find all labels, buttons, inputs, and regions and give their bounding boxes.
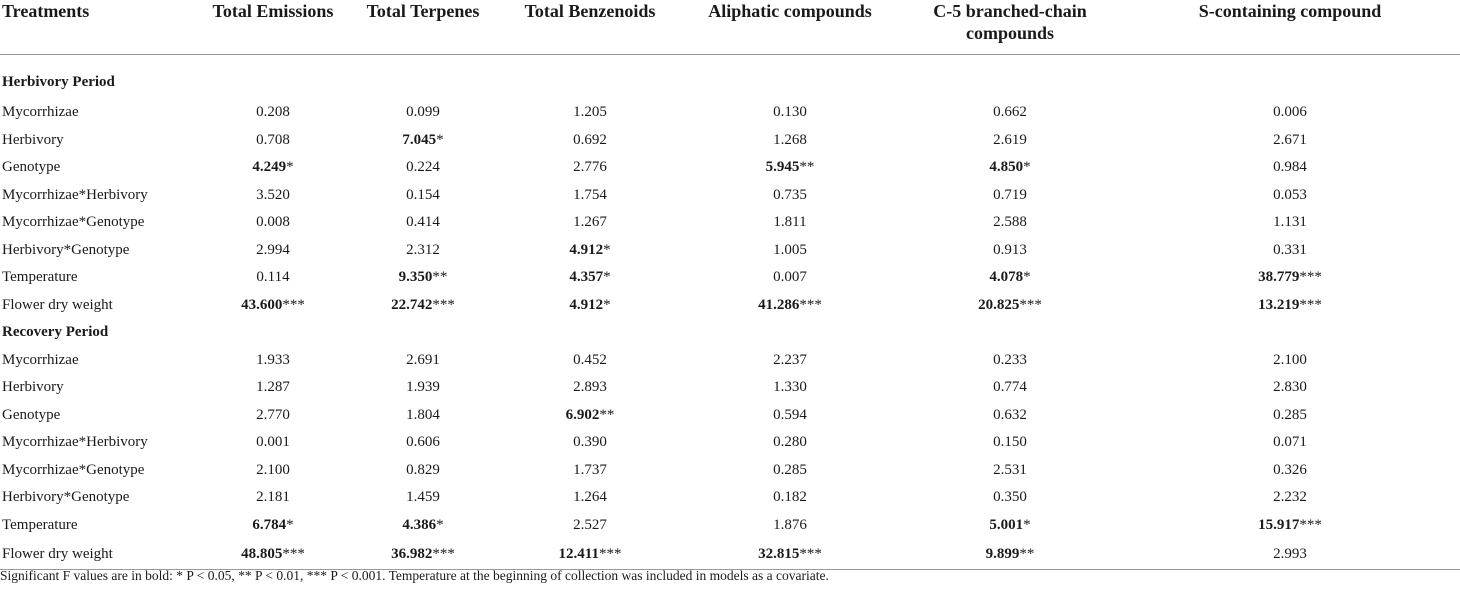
cell-value: 0.099 — [406, 104, 440, 121]
table-cell — [500, 347, 680, 375]
table-cell — [200, 154, 346, 182]
cell-value: 5.945 — [765, 159, 800, 176]
significance-marker: *** — [282, 545, 305, 562]
cell-value: 22.742 — [391, 296, 433, 313]
cell-value: 1.754 — [573, 186, 607, 203]
cell-value: 1.811 — [773, 214, 807, 231]
cell-value: 0.774 — [993, 379, 1027, 396]
significance-marker: *** — [598, 545, 622, 562]
cell-value: 1.330 — [773, 379, 807, 396]
cell-value: 5.001 — [989, 516, 1024, 533]
table-cell — [346, 347, 500, 375]
table-cell — [200, 374, 346, 402]
cell-value: 0.350 — [993, 489, 1027, 506]
cell-value: 2.181 — [256, 489, 290, 506]
cell-value: 0.708 — [256, 131, 290, 148]
cell-value: 2.994 — [256, 241, 290, 258]
cell-value: 0.913 — [993, 241, 1027, 258]
table-cell — [346, 154, 500, 182]
cell-value: 0.414 — [406, 214, 440, 231]
table-row — [0, 374, 1460, 402]
table-row — [0, 484, 1460, 512]
table-cell — [500, 99, 680, 127]
table-cell — [1120, 237, 1460, 265]
cell-value: 6.902 — [565, 406, 600, 423]
table-row — [0, 292, 1460, 320]
table-cell — [200, 457, 346, 485]
row-label: Flower dry weight — [0, 539, 200, 570]
cell-value: 0.606 — [406, 434, 440, 451]
section-title: Herbivory Period — [2, 73, 115, 90]
table-row — [0, 99, 1460, 127]
table-cell — [346, 182, 500, 210]
cell-value: 48.805 — [241, 545, 283, 562]
cell-value: 43.600 — [241, 296, 283, 313]
cell-value: 9.899 — [985, 545, 1020, 562]
cell-value: 36.982 — [391, 545, 433, 562]
significance-marker: * — [603, 269, 611, 286]
table-cell — [346, 374, 500, 402]
significance-marker: *** — [282, 296, 305, 313]
table-cell — [680, 429, 900, 457]
cell-value: 0.735 — [773, 186, 807, 203]
table-cell — [680, 264, 900, 292]
cell-value: 1.933 — [256, 351, 290, 368]
table-cell — [500, 209, 680, 237]
section-row — [0, 319, 1460, 347]
row-label: Mycorrhizae*Genotype — [2, 461, 145, 478]
table-cell — [900, 539, 1120, 570]
table-cell — [900, 347, 1120, 375]
table-cell — [900, 512, 1120, 540]
cell-value: 4.078 — [989, 269, 1024, 286]
row-label: Flower dry weight — [2, 296, 113, 313]
table-cell — [900, 182, 1120, 210]
cell-value: 2.619 — [993, 131, 1027, 148]
cell-value: 2.100 — [256, 461, 290, 478]
table-cell — [200, 539, 346, 570]
table-row — [0, 539, 1460, 570]
table-cell — [1120, 374, 1460, 402]
cell-value: 9.350 — [398, 269, 433, 286]
significance-marker: * — [436, 516, 444, 533]
table-row — [0, 347, 1460, 375]
cell-value: 2.770 — [256, 406, 290, 423]
cell-value: 1.005 — [773, 241, 807, 258]
table-cell — [900, 99, 1120, 127]
table-cell — [1120, 127, 1460, 155]
table-cell — [680, 292, 900, 320]
cell-value: 4.912 — [569, 241, 604, 258]
table-cell — [200, 512, 346, 540]
table-cell — [680, 402, 900, 430]
cell-value: 2.531 — [993, 461, 1027, 478]
significance-marker: *** — [1299, 516, 1322, 533]
cell-value: 0.280 — [773, 434, 807, 451]
table-cell — [346, 457, 500, 485]
table-cell — [346, 402, 500, 430]
table-cell — [1120, 512, 1460, 540]
table-cell — [500, 127, 680, 155]
cell-value: 0.331 — [1273, 241, 1307, 258]
table-body — [0, 55, 1460, 570]
table-cell — [200, 99, 346, 127]
cell-value: 0.326 — [1273, 461, 1307, 478]
cell-value: 2.100 — [1273, 351, 1307, 368]
cell-value: 0.001 — [256, 434, 290, 451]
cell-value: 4.850 — [989, 159, 1024, 176]
table-row — [0, 182, 1460, 210]
header-total-terpenes: Total Terpenes — [346, 0, 500, 55]
cell-value: 12.411 — [558, 545, 599, 562]
table-cell — [680, 237, 900, 265]
significance-marker: * — [1023, 516, 1031, 533]
significance-marker: *** — [1299, 269, 1322, 286]
table-cell — [500, 402, 680, 430]
table-cell — [346, 292, 500, 320]
row-label: Genotype — [2, 159, 61, 176]
cell-value: 0.390 — [573, 434, 607, 451]
cell-value: 4.912 — [569, 296, 604, 313]
table-cell — [346, 237, 500, 265]
cell-value: 2.232 — [1273, 489, 1307, 506]
row-label: Temperature — [2, 516, 78, 533]
cell-value: 0.224 — [406, 159, 440, 176]
header-total-emissions: Total Emissions — [200, 0, 346, 55]
table-footnote: Significant F values are in bold: * P < 0.05, ** P < 0.01, *** P < 0.001. Temperature at the beginning of collection was included in models as a covariate. — [0, 568, 829, 583]
row-label: Mycorrhizae*Herbivory — [2, 186, 148, 203]
cell-value: 15.917 — [1258, 516, 1300, 533]
cell-value: 2.312 — [406, 241, 440, 258]
significance-marker: *** — [799, 296, 822, 313]
cell-value: 13.219 — [1258, 296, 1300, 313]
cell-value: 0.053 — [1273, 186, 1307, 203]
cell-value: 0.208 — [256, 104, 290, 121]
table-cell — [1120, 154, 1460, 182]
table-row — [0, 429, 1460, 457]
table-cell — [1120, 429, 1460, 457]
row-label: Herbivory*Genotype — [2, 241, 130, 258]
table-cell — [1120, 347, 1460, 375]
table-header — [0, 0, 1460, 55]
cell-value: 3.520 — [256, 186, 290, 203]
table-cell — [346, 484, 500, 512]
table-row — [0, 512, 1460, 540]
significance-marker: *** — [799, 545, 822, 562]
significance-marker: * — [436, 131, 444, 148]
cell-value: 32.815 — [758, 545, 800, 562]
significance-marker: * — [286, 516, 294, 533]
cell-value: 2.527 — [573, 516, 607, 533]
cell-value: 1.876 — [773, 516, 807, 533]
row-label: Mycorrhizae — [2, 104, 79, 121]
table-cell — [900, 154, 1120, 182]
table-cell — [680, 347, 900, 375]
cell-value: 2.776 — [573, 159, 607, 176]
cell-value: 0.007 — [773, 269, 807, 286]
table-cell — [346, 127, 500, 155]
table-cell — [200, 484, 346, 512]
cell-value: 1.268 — [773, 131, 807, 148]
cell-value: 0.150 — [993, 434, 1027, 451]
significance-marker: *** — [432, 545, 455, 562]
significance-marker: * — [1023, 159, 1031, 176]
cell-value: 6.784 — [252, 516, 287, 533]
row-label: Herbivory — [2, 131, 64, 148]
row-label: Herbivory*Genotype — [2, 489, 130, 506]
header-treatments: Treatments — [0, 0, 200, 55]
table-cell — [346, 539, 500, 570]
cell-value: 4.249 — [252, 159, 287, 176]
cell-value: 1.804 — [406, 406, 440, 423]
table-cell — [346, 264, 500, 292]
cell-value: 0.594 — [773, 406, 807, 423]
table-cell — [500, 264, 680, 292]
table-cell — [1120, 457, 1460, 485]
table-cell — [900, 457, 1120, 485]
table-cell — [500, 374, 680, 402]
table-cell — [500, 154, 680, 182]
table-row — [0, 127, 1460, 155]
significance-marker: ** — [799, 159, 815, 176]
cell-value: 0.130 — [773, 104, 807, 121]
significance-marker: * — [603, 296, 611, 313]
table-cell — [200, 429, 346, 457]
cell-value: 1.267 — [573, 214, 607, 231]
table-cell — [680, 154, 900, 182]
cell-value: 2.893 — [573, 379, 607, 396]
table-cell — [900, 484, 1120, 512]
significance-marker: * — [1023, 269, 1031, 286]
row-label: Mycorrhizae*Genotype — [2, 214, 145, 231]
cell-value: 0.233 — [993, 351, 1027, 368]
table-row — [0, 402, 1460, 430]
table-cell — [200, 237, 346, 265]
cell-value: 2.671 — [1273, 131, 1307, 148]
cell-value: 0.006 — [1273, 104, 1307, 121]
table-cell — [680, 374, 900, 402]
cell-value: 0.182 — [773, 489, 807, 506]
table-cell — [680, 457, 900, 485]
cell-value: 0.452 — [573, 351, 607, 368]
table-cell — [1120, 402, 1460, 430]
header-total-benzenoids: Total Benzenoids — [500, 0, 680, 55]
table-cell — [900, 237, 1120, 265]
significance-marker: ** — [1019, 545, 1035, 562]
table-cell — [1120, 209, 1460, 237]
row-label: Genotype — [2, 406, 61, 423]
table-cell — [200, 209, 346, 237]
cell-value: 1.737 — [573, 461, 607, 478]
header-c5-branched-chain: C-5 branched-chain compounds — [900, 0, 1120, 55]
significance-marker: *** — [1299, 296, 1322, 313]
cell-value: 1.939 — [406, 379, 440, 396]
table-cell — [500, 457, 680, 485]
cell-value: 2.588 — [993, 214, 1027, 231]
table-row — [0, 209, 1460, 237]
table-cell — [200, 292, 346, 320]
significance-marker: ** — [432, 269, 448, 286]
table-cell — [900, 374, 1120, 402]
table-cell — [1120, 539, 1460, 570]
table-cell — [900, 292, 1120, 320]
table-cell — [900, 127, 1120, 155]
table-cell — [900, 264, 1120, 292]
table-cell — [680, 182, 900, 210]
significance-marker: *** — [1019, 296, 1042, 313]
cell-value: 0.114 — [256, 269, 290, 286]
table-row — [0, 154, 1460, 182]
table-cell — [1120, 264, 1460, 292]
table-cell — [200, 182, 346, 210]
significance-marker: *** — [432, 296, 455, 313]
table-cell — [500, 182, 680, 210]
table-cell — [200, 347, 346, 375]
row-label: Temperature — [2, 269, 78, 286]
cell-value: 2.830 — [1273, 379, 1307, 396]
table-cell — [346, 429, 500, 457]
section-row — [0, 55, 1460, 100]
header-s-containing: S-containing compound — [1120, 0, 1460, 55]
cell-value: 4.386 — [402, 516, 437, 533]
significance-marker: * — [286, 159, 294, 176]
cell-value: 41.286 — [758, 296, 800, 313]
significance-marker: * — [603, 241, 611, 258]
table-cell — [900, 429, 1120, 457]
cell-value: 7.045 — [402, 131, 437, 148]
cell-value: 0.285 — [773, 461, 807, 478]
table-cell — [346, 99, 500, 127]
header-row — [0, 0, 1460, 55]
row-label: Herbivory — [2, 379, 64, 396]
cell-value: 0.662 — [993, 104, 1027, 121]
cell-value: 2.691 — [406, 351, 440, 368]
cell-value: 0.008 — [256, 214, 290, 231]
cell-value: 38.779 — [1258, 269, 1300, 286]
cell-value: 0.285 — [1273, 406, 1307, 423]
table-cell — [346, 209, 500, 237]
table-cell — [1120, 484, 1460, 512]
cell-value: 0.071 — [1273, 434, 1307, 451]
cell-value: 2.993 — [1273, 545, 1307, 562]
section-title: Recovery Period — [2, 324, 109, 341]
table-cell — [680, 127, 900, 155]
header-aliphatic-compounds: Aliphatic compounds — [680, 0, 900, 55]
row-label: Mycorrhizae*Herbivory — [2, 434, 148, 451]
cell-value: 1.205 — [573, 104, 607, 121]
table-cell — [1120, 99, 1460, 127]
table-row — [0, 264, 1460, 292]
table-cell — [200, 264, 346, 292]
cell-value: 4.357 — [569, 269, 604, 286]
table-cell — [200, 127, 346, 155]
cell-value: 1.459 — [406, 489, 440, 506]
table-cell — [500, 484, 680, 512]
table-cell — [200, 402, 346, 430]
table-cell — [900, 402, 1120, 430]
table-cell — [500, 429, 680, 457]
table-cell — [680, 484, 900, 512]
cell-value: 1.264 — [573, 489, 607, 506]
cell-value: 0.829 — [406, 461, 440, 478]
table-cell — [900, 209, 1120, 237]
table-cell — [680, 512, 900, 540]
table-cell — [500, 292, 680, 320]
cell-value: 20.825 — [978, 296, 1020, 313]
table-cell — [680, 209, 900, 237]
cell-value: 0.692 — [573, 131, 607, 148]
cell-value: 0.719 — [993, 186, 1027, 203]
cell-value: 0.154 — [406, 186, 440, 203]
table-row — [0, 237, 1460, 265]
cell-value: 1.131 — [1273, 214, 1307, 231]
cell-value: 1.287 — [256, 379, 290, 396]
row-label: Mycorrhizae — [2, 351, 79, 368]
table-cell — [500, 237, 680, 265]
cell-value: 0.984 — [1273, 159, 1307, 176]
table-cell — [680, 539, 900, 570]
table-cell — [500, 539, 680, 570]
table-cell — [1120, 292, 1460, 320]
significance-marker: ** — [599, 406, 615, 423]
table-cell — [680, 99, 900, 127]
table-cell — [1120, 182, 1460, 210]
table-cell — [346, 512, 500, 540]
table-row — [0, 457, 1460, 485]
table-cell — [500, 512, 680, 540]
cell-value: 2.237 — [773, 351, 807, 368]
cell-value: 0.632 — [993, 406, 1027, 423]
